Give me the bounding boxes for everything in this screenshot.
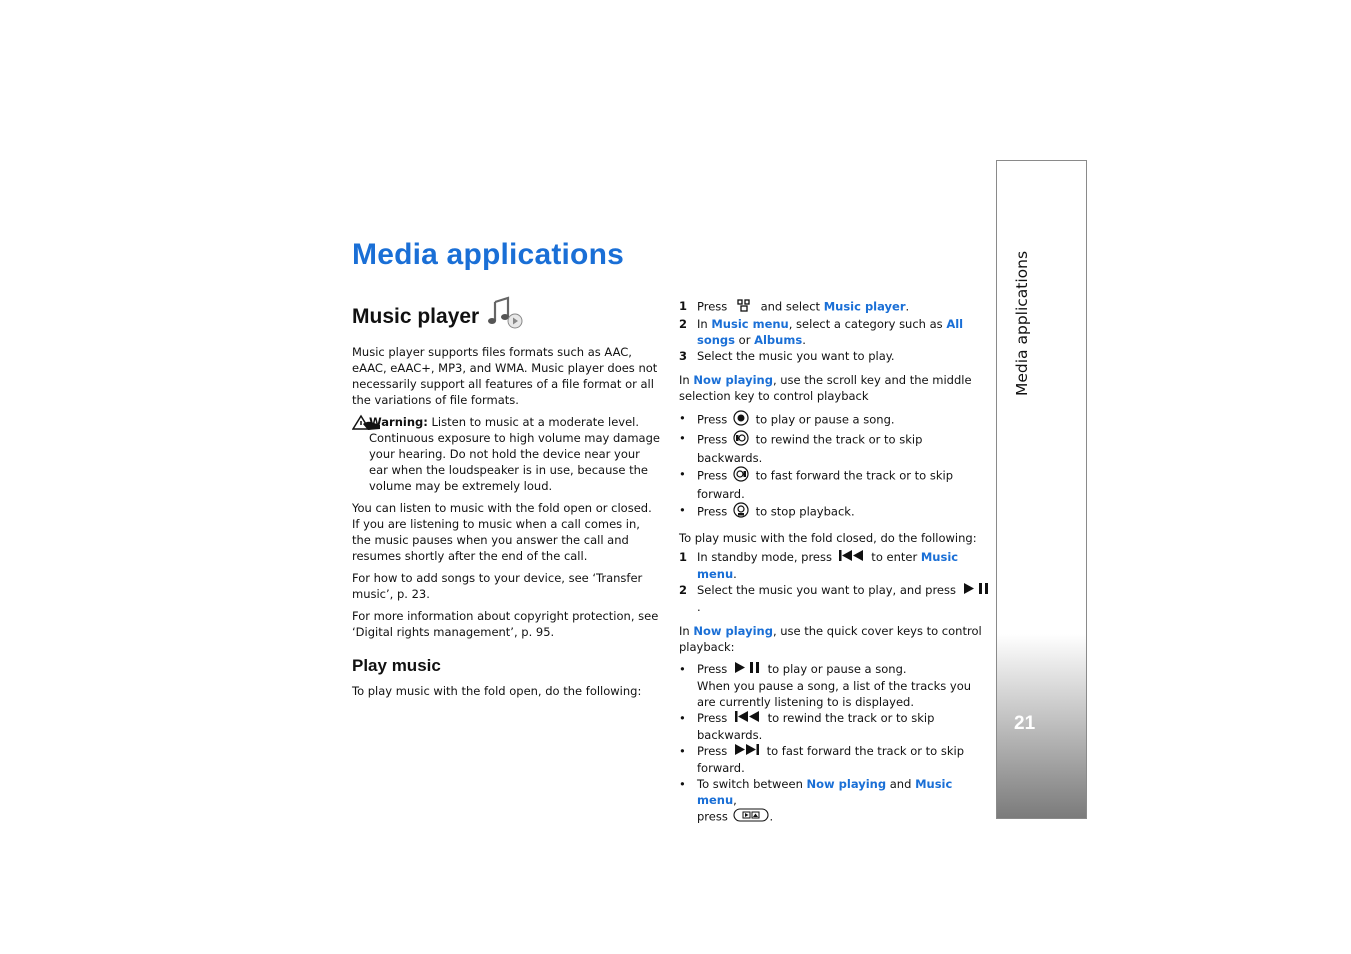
step-item bbox=[679, 316, 991, 348]
warning-label: Warning: bbox=[369, 415, 428, 429]
link-music-player[interactable]: Music player bbox=[823, 299, 906, 314]
paragraph-text: , use the quick cover keys to control playback: bbox=[679, 624, 982, 654]
paragraph-text: In bbox=[679, 373, 694, 387]
bullet-item bbox=[679, 502, 991, 522]
bullet: • bbox=[679, 467, 686, 481]
section-heading-play-music: Play music bbox=[352, 656, 441, 675]
link-albums[interactable]: Albums bbox=[754, 333, 803, 347]
bullet-text: to rewind the track or to skip backwards. bbox=[697, 711, 935, 742]
bullet-subtext: When you pause a song, a list of the tracks you are currently listening to is displayed. bbox=[697, 679, 972, 709]
skip-back-icon bbox=[734, 710, 760, 727]
step-text: to enter bbox=[867, 550, 921, 564]
bullet-text: Press bbox=[697, 504, 731, 519]
chapter-tab bbox=[996, 160, 1087, 819]
bullet-text: press bbox=[697, 809, 732, 824]
link-music-menu[interactable]: Music menu bbox=[697, 550, 959, 581]
bullet-text: Press bbox=[697, 412, 731, 427]
step-text: . bbox=[905, 299, 910, 314]
bullet-text: to play or pause a song. bbox=[751, 412, 895, 427]
chapter-tab-label: Media applications bbox=[1013, 250, 1031, 396]
scroll-center-key-icon bbox=[733, 410, 749, 430]
bullet-item bbox=[679, 776, 991, 826]
bullet-text: Press bbox=[697, 711, 731, 725]
bullet-text: to fast forward the track or to skip forward. bbox=[697, 744, 964, 775]
bullet-item bbox=[679, 661, 991, 710]
bullet: • bbox=[679, 744, 686, 758]
bullet-item bbox=[679, 743, 991, 776]
bullet: • bbox=[679, 503, 686, 517]
step-text: . bbox=[697, 600, 701, 614]
music-player-heading-text: Music player bbox=[352, 305, 480, 328]
step-text: . bbox=[802, 333, 806, 347]
switch-view-key-icon bbox=[733, 808, 769, 826]
link-music-menu[interactable]: Music menu bbox=[711, 317, 789, 331]
step-text: Select the music you want to play, and press bbox=[697, 583, 960, 597]
bullet-text: Press bbox=[697, 468, 731, 483]
step-number: 2 bbox=[679, 317, 688, 331]
step-number: 1 bbox=[679, 550, 688, 564]
section-heading-music-player bbox=[352, 296, 662, 338]
link-now-playing[interactable]: Now playing bbox=[693, 373, 773, 387]
bullet-item bbox=[679, 430, 991, 466]
bullet-item bbox=[679, 710, 991, 743]
bullet-text: and bbox=[886, 777, 916, 791]
step-text: Press bbox=[697, 299, 731, 314]
intro-fold-closed: To play music with the fold closed, do the following: bbox=[679, 531, 977, 545]
step-text: and select bbox=[756, 299, 824, 314]
bullet-text: To switch between bbox=[697, 777, 807, 791]
step-item bbox=[679, 582, 991, 615]
add-songs-paragraph: For how to add songs to your device, see ‘Transfer music’, p. 23. bbox=[352, 571, 643, 601]
page-title: Media applications bbox=[352, 238, 624, 271]
menu-key-icon bbox=[737, 298, 751, 316]
right-column bbox=[679, 298, 991, 826]
play-pause-icon bbox=[963, 582, 989, 599]
bullet-text: , bbox=[733, 793, 737, 807]
music-notes-icon bbox=[486, 296, 524, 338]
step-item bbox=[679, 549, 991, 582]
paragraph-text: In bbox=[679, 624, 694, 638]
bullet: • bbox=[679, 431, 686, 445]
bullet-text: to play or pause a song. bbox=[763, 662, 907, 676]
bullet: • bbox=[679, 777, 686, 791]
bullet-text: to fast forward the track or to skip forward. bbox=[697, 468, 953, 501]
play-pause-icon bbox=[734, 661, 760, 678]
step-number: 2 bbox=[679, 583, 688, 597]
bullet: • bbox=[679, 711, 686, 725]
page-number: 21 bbox=[1014, 713, 1036, 734]
link-music-menu[interactable]: Music menu bbox=[697, 777, 953, 807]
scroll-left-key-icon bbox=[733, 430, 749, 450]
scroll-right-key-icon bbox=[733, 466, 749, 486]
bullet-text: Press bbox=[697, 662, 731, 676]
now-playing-closed-paragraph bbox=[679, 623, 991, 655]
step-text: , select a category such as bbox=[788, 317, 947, 331]
bullet-text: to rewind the track or to skip backwards. bbox=[697, 432, 923, 465]
fold-paragraph: You can listen to music with the fold open or closed. If you are listening to music when a call comes in, the music pauses when you answer the call and resumes shortly after the end of the call. bbox=[352, 501, 652, 563]
bullet-text: to stop playback. bbox=[751, 504, 855, 519]
step-text: In standby mode, press bbox=[697, 550, 836, 564]
step-text: . bbox=[733, 567, 737, 581]
link-all-songs[interactable]: All songs bbox=[697, 317, 964, 347]
step-text: or bbox=[735, 333, 755, 347]
step-text: In bbox=[697, 317, 712, 331]
warning-note bbox=[352, 414, 662, 494]
step-item bbox=[679, 348, 991, 364]
bullet-text: Press bbox=[697, 432, 731, 447]
skip-forward-icon bbox=[734, 743, 760, 760]
skip-back-icon bbox=[838, 549, 864, 566]
paragraph-text: , use the scroll key and the middle selection key to control playback bbox=[679, 373, 972, 403]
link-now-playing[interactable]: Now playing bbox=[693, 624, 773, 638]
intro-fold-open: To play music with the fold open, do the following: bbox=[352, 684, 642, 698]
link-now-playing[interactable]: Now playing bbox=[806, 777, 887, 791]
bullet-item bbox=[679, 466, 991, 502]
step-number: 3 bbox=[679, 349, 688, 363]
now-playing-open-paragraph bbox=[679, 372, 991, 404]
step-item bbox=[679, 298, 991, 316]
drm-paragraph: For more information about copyright protection, see ‘Digital rights management’, p. 95. bbox=[352, 609, 659, 639]
step-text: Select the music you want to play. bbox=[697, 349, 895, 363]
bullet-text: Press bbox=[697, 744, 731, 758]
step-number: 1 bbox=[679, 299, 688, 313]
bullet-item bbox=[679, 410, 991, 430]
scroll-down-key-icon bbox=[733, 502, 749, 522]
bullet-text: . bbox=[769, 809, 774, 824]
warning-text: Listen to music at a moderate level. Continuous exposure to high volume may damage your hearing. Do not hold the device near your ear when the loudspeaker is in use, because the volume may be extremely loud. bbox=[369, 415, 660, 493]
bullet: • bbox=[679, 411, 686, 425]
bullet: • bbox=[679, 662, 686, 676]
left-column bbox=[352, 296, 662, 699]
music-player-intro: Music player supports files formats such as AAC, eAAC, eAAC+, MP3, and WMA. Music player does not necessarily support all features of a file format or all the variations of file formats. bbox=[352, 345, 658, 407]
